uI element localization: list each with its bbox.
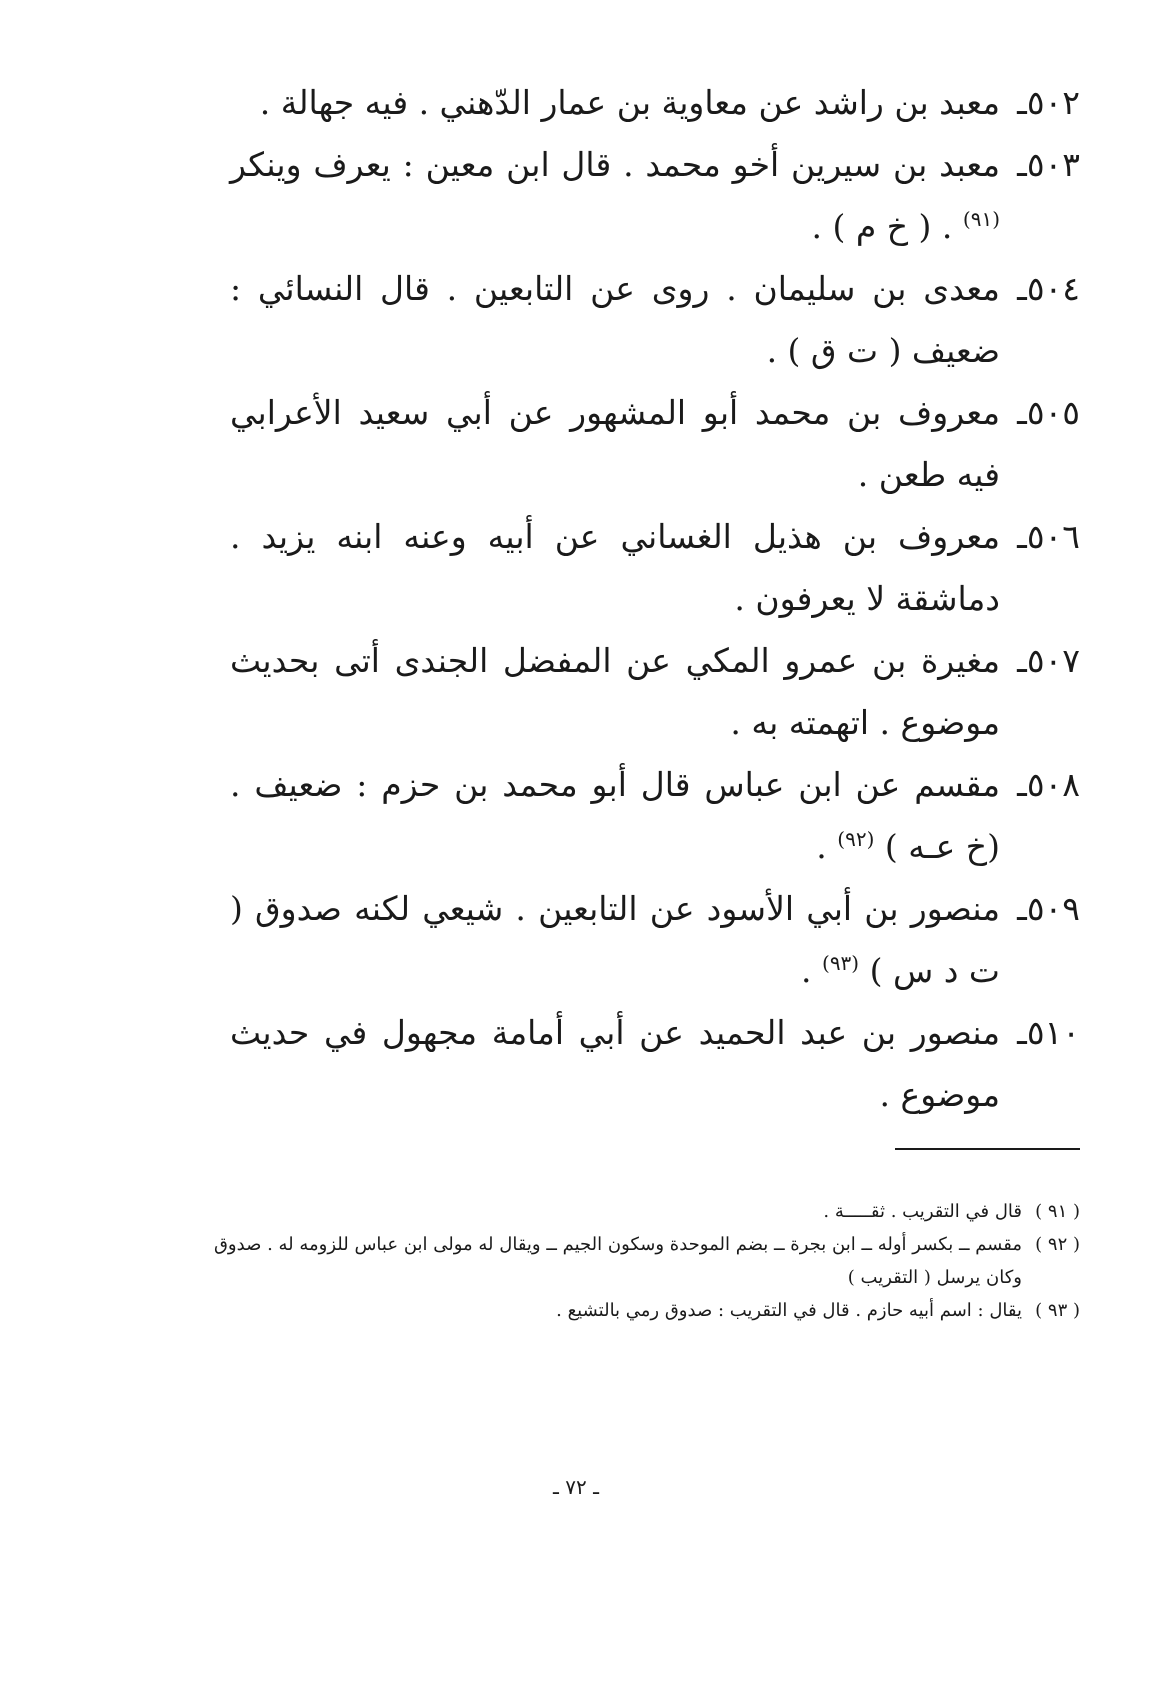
footnote-text: قال في التقريب . ثقـــــة .	[823, 1201, 1022, 1222]
entry-body: مقسم عن ابن عباس قال أبو محمد بن حزم : ضعيف . (خ عـه )	[230, 765, 1000, 866]
footnote-reference: (٩٣)	[822, 951, 860, 975]
footnote-93	[200, 1294, 1080, 1327]
entry-508	[230, 754, 1080, 878]
footnote-number: ( ٩٢ )	[1035, 1234, 1080, 1255]
entry-text	[230, 754, 1000, 878]
entry-number: ٥٠٩ـ	[1017, 889, 1080, 928]
footnote-91	[200, 1195, 1080, 1228]
entry-text	[230, 134, 1000, 258]
footnote-reference: (٩١)	[962, 207, 1000, 231]
entry-text: معروف بن محمد أبو المشهور عن أبي سعيد الأعرابي فيه طعن .	[230, 393, 1000, 494]
entry-509	[230, 878, 1080, 1002]
entry-tail: . ( خ م ) .	[811, 207, 953, 246]
entries-list	[230, 72, 1080, 1126]
entry-number: ٥١٠ـ	[1017, 1013, 1080, 1052]
entry-text: معدى بن سليمان . روى عن التابعين . قال النسائي : ضعيف ( ت ق ) .	[230, 269, 1000, 370]
footnote-reference: (٩٢)	[837, 827, 875, 851]
entry-510	[230, 1002, 1080, 1126]
footnote-number: ( ٩٣ )	[1035, 1300, 1080, 1321]
footnote-92	[200, 1228, 1080, 1294]
page-number: ـ ٧٢ ـ	[553, 1475, 599, 1499]
entry-tail: .	[801, 951, 812, 990]
entry-504	[230, 258, 1080, 382]
entry-body: معبد بن سيرين أخو محمد . قال ابن معين : يعرف وينكر	[230, 145, 1000, 184]
entry-506	[230, 506, 1080, 630]
entry-text	[230, 878, 1000, 1002]
entry-507	[230, 630, 1080, 754]
entry-number: ٥٠٨ـ	[1017, 765, 1080, 804]
footnote-text: مقسم ــ بكسر أوله ــ ابن بجرة ــ بضم الموحدة وسكون الجيم ــ ويقال له مولى ابن عباس للزومه له . صدوق وكان يرسل ( التقريب )	[213, 1234, 1022, 1288]
entry-number: ٥٠٧ـ	[1017, 641, 1080, 680]
entry-text: معروف بن هذيل الغساني عن أبيه وعنه ابنه يزيد . دماشقة لا يعرفون .	[230, 517, 1000, 618]
entry-number: ٥٠٦ـ	[1017, 517, 1080, 556]
entry-text: مغيرة بن عمرو المكي عن المفضل الجندى أتى بحديث موضوع . اتهمته به .	[230, 641, 1000, 742]
entry-text: معبد بن راشد عن معاوية بن عمار الدّهني . فيه جهالة .	[259, 83, 1000, 122]
footnote-text: يقال : اسم أبيه حازم . قال في التقريب : صدوق رمي بالتشيع .	[556, 1300, 1022, 1321]
footnotes-section	[200, 1195, 1080, 1327]
footnote-number: ( ٩١ )	[1035, 1201, 1080, 1222]
entry-505	[230, 382, 1080, 506]
footnote-divider	[895, 1148, 1080, 1150]
entry-502	[230, 72, 1080, 134]
entry-text: منصور بن عبد الحميد عن أبي أمامة مجهول في حديث موضوع .	[230, 1013, 1000, 1114]
entry-body: منصور بن أبي الأسود عن التابعين . شيعي لكنه صدوق ( ت د س )	[230, 889, 1000, 990]
entry-number: ٥٠٤ـ	[1017, 269, 1080, 308]
entry-number: ٥٠٣ـ	[1017, 145, 1080, 184]
entry-tail: .	[816, 827, 827, 866]
entry-number: ٥٠٥ـ	[1017, 393, 1080, 432]
entry-503	[230, 134, 1080, 258]
entry-number: ٥٠٢ـ	[1017, 83, 1080, 122]
